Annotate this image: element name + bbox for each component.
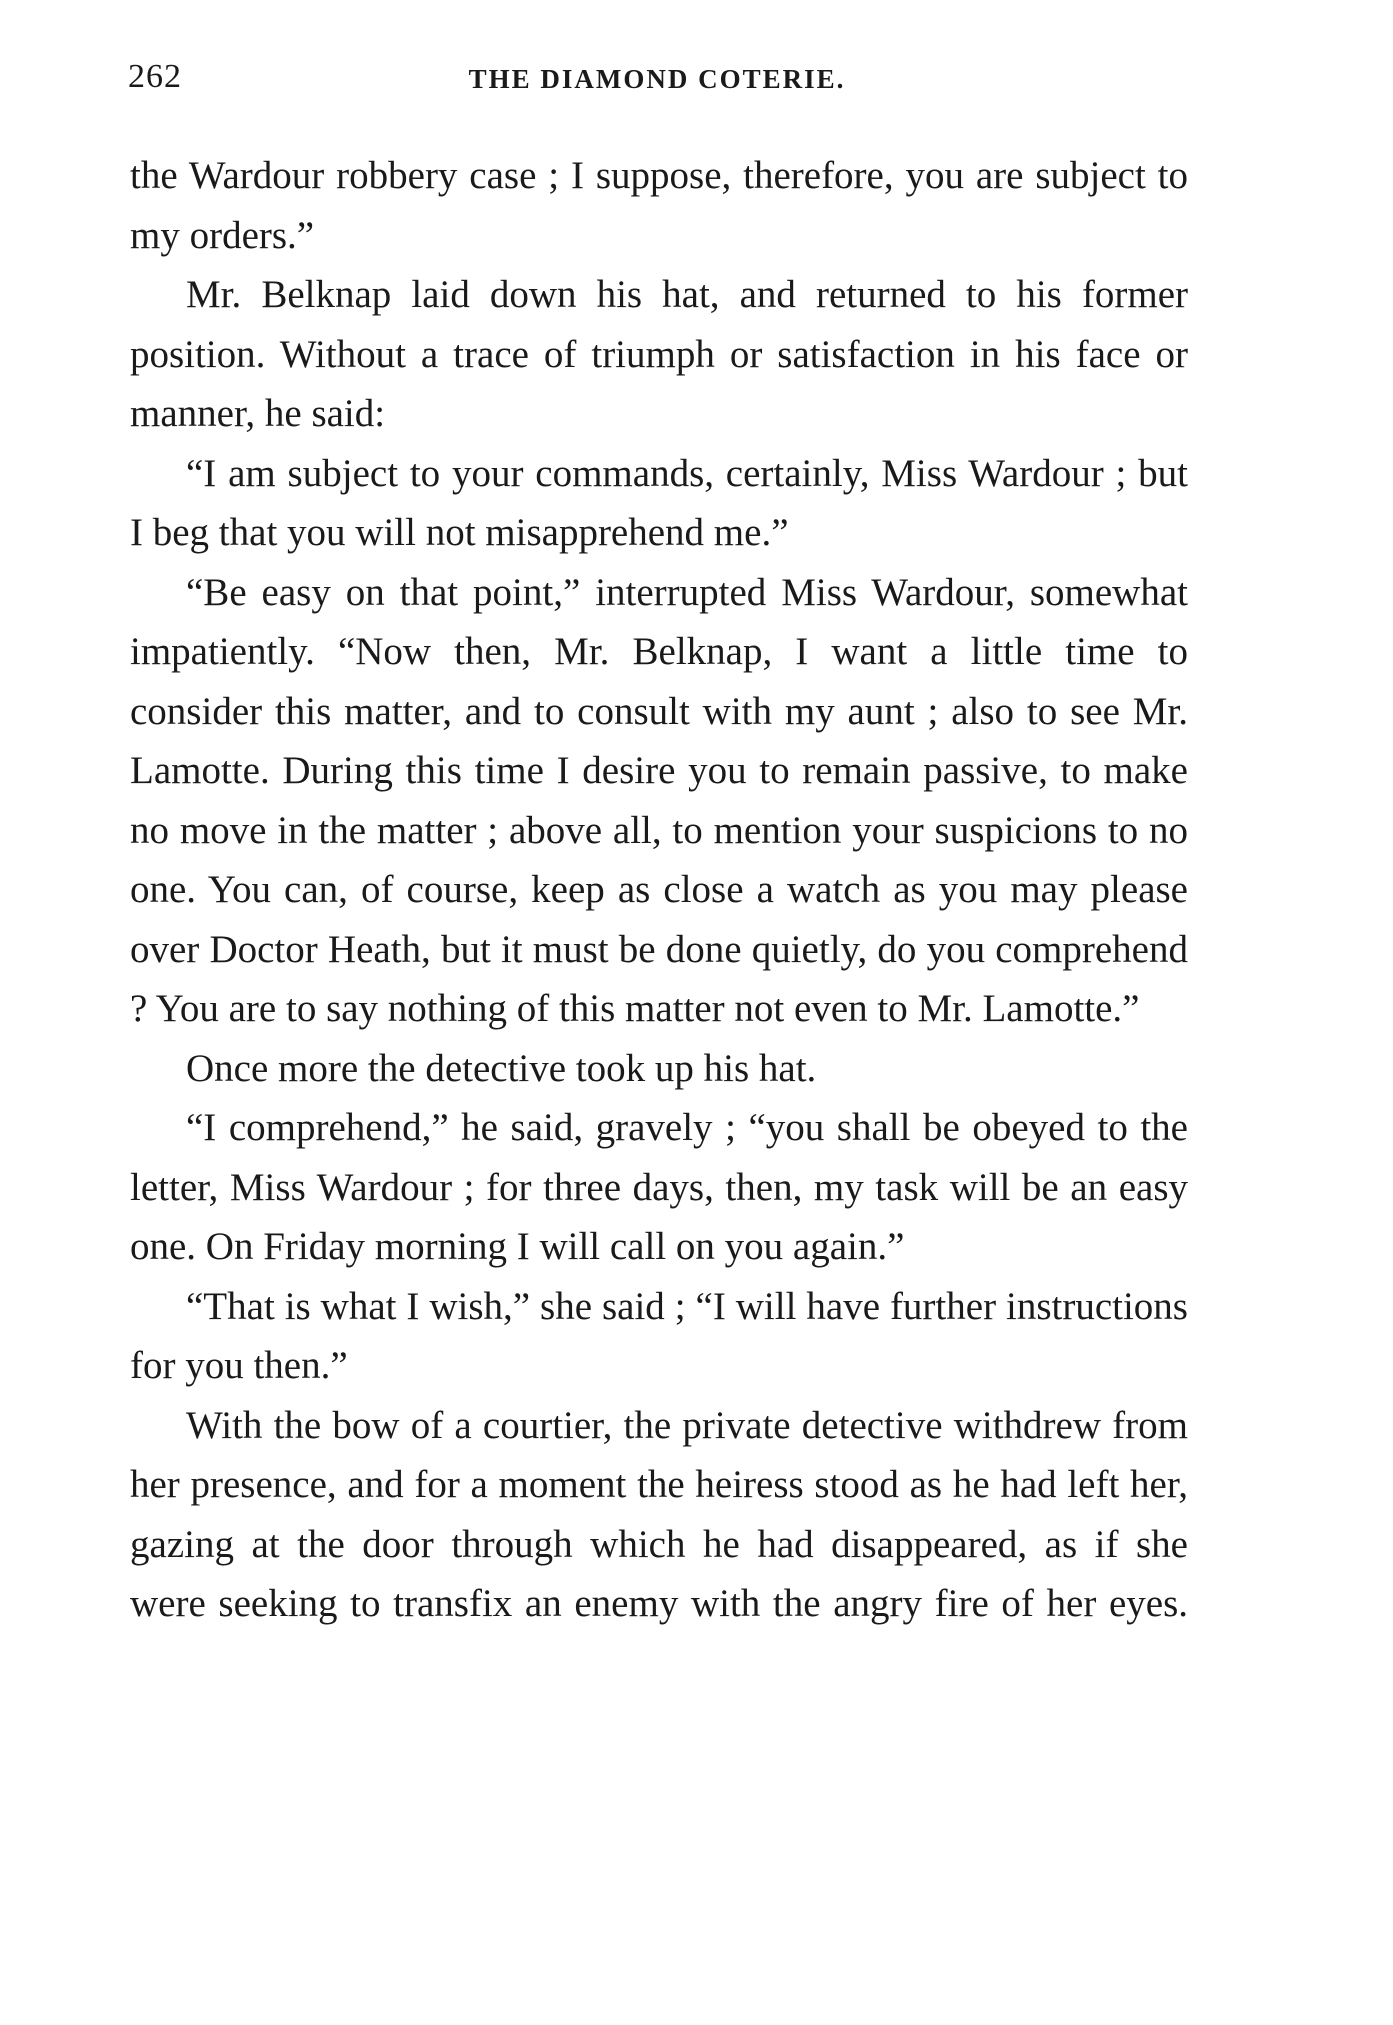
paragraph: “I am subject to your commands, certainly, Miss Wardour ; but I beg that you will not misapprehend me.” [130,451,1188,554]
page-number: 262 [128,58,182,95]
paragraph-continuation: the Wardour robbery case ; I suppose, therefore, you are subject to my orders.” [130,154,1188,257]
paragraph: “Be easy on that point,” interrupted Miss Wardour, somewhat impatiently. “Now then, Mr. Belknap, I want a little time to consider this matter, and to consult with my aunt ; also to see Mr. Lamotte. During this time I desire you to remain passive, to make no move in the matter ; above all, to mention your suspicions to no one. You can, of course, keep as close a watch as you may please over Doctor Heath, but it must be done quietly, do you comprehend ? You are to say nothing of this matter not even to Mr. Lamotte.” [130,570,1188,1030]
running-title: THE DIAMOND COTERIE. [468,64,846,94]
paragraph: With the bow of a courtier, the private detective withdrew from her presence, and for a moment the heiress stood as he had left her, gazing at the door through which he had disappeared, as if she were seeking to transfix an enemy with the angry fire of her eyes. [130,1403,1188,1625]
paragraph: “That is what I wish,” she said ; “I will have further instructions for you then.” [130,1284,1188,1387]
body-text [130,146,1188,1634]
paragraph: Once more the detective took up his hat. [186,1046,817,1090]
paragraph: “I comprehend,” he said, gravely ; “you shall be obeyed to the letter, Miss Wardour ; for three days, then, my task will be an easy one. On Friday morning I will call on you again.” [130,1106,1188,1268]
page-header [128,58,1186,108]
paragraph: Mr. Belknap laid down his hat, and returned to his former position. Without a trace of triumph or satisfaction in his face or manner, he said: [130,273,1188,435]
